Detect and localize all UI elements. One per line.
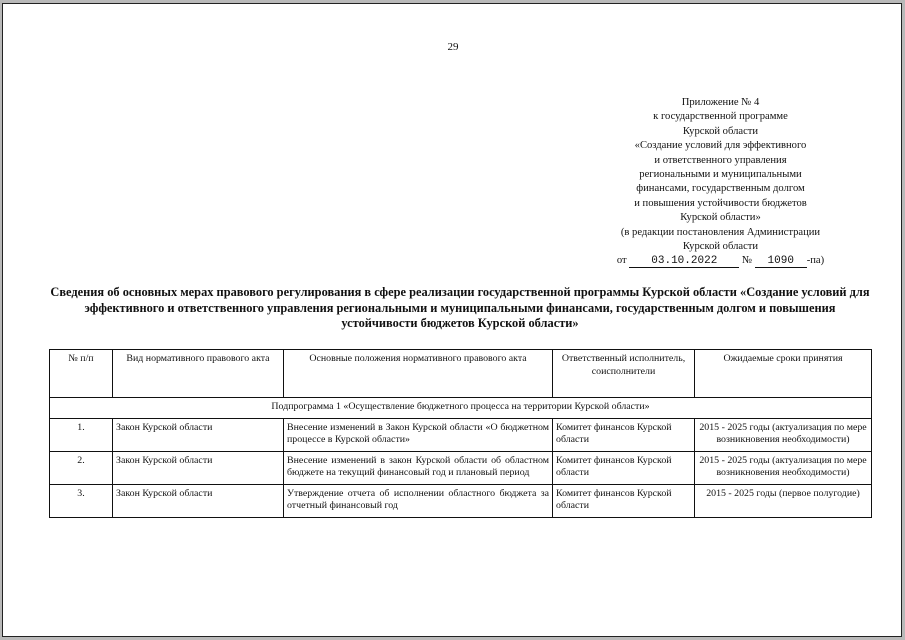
decree-number: 1090 <box>755 255 807 268</box>
row-number: 3. <box>50 484 113 517</box>
row-number: 1. <box>50 418 113 451</box>
header-executor: Ответственный исполнитель, соисполнители <box>553 350 695 398</box>
appendix-line: финансами, государственным долгом <box>636 183 805 195</box>
appendix-line: к государственной программе <box>653 111 788 123</box>
header-number: № п/п <box>50 350 113 398</box>
document-page <box>2 3 902 637</box>
row-executor: Комитет финансов Курской области <box>553 451 695 484</box>
page-number: 29 <box>447 41 459 53</box>
row-act-type: Закон Курской области <box>113 484 284 517</box>
decree-date: 03.10.2022 <box>629 255 739 268</box>
row-terms: 2015 - 2025 годы (первое полугодие) <box>695 484 872 517</box>
appendix-line: Курской области» <box>680 212 761 224</box>
table-row <box>50 451 872 484</box>
row-provisions: Внесение изменений в закон Курской области об областном бюджете на текущий финансовый год и плановый период <box>284 451 553 484</box>
date-prefix: от <box>616 255 627 267</box>
appendix-line: и ответственного управления <box>654 154 787 166</box>
appendix-line: Приложение № 4 <box>681 97 760 108</box>
row-number: 2. <box>50 451 113 484</box>
decree-suffix: -па) <box>806 255 825 267</box>
appendix-line: Курской области <box>682 241 759 253</box>
row-provisions: Внесение изменений в Закон Курской области «О бюджетном процессе в Курской области» <box>284 418 553 451</box>
appendix-block <box>583 96 858 269</box>
measures-table <box>49 349 872 518</box>
appendix-line: региональными и муниципальными <box>639 169 802 181</box>
row-executor: Комитет финансов Курской области <box>553 484 695 517</box>
table-row <box>50 418 872 451</box>
number-sign: № <box>741 255 753 267</box>
row-act-type: Закон Курской области <box>113 451 284 484</box>
row-act-type: Закон Курской области <box>113 418 284 451</box>
appendix-line: и повышения устойчивости бюджетов <box>634 197 807 209</box>
appendix-date-line <box>583 254 858 268</box>
subprogram-title: Подпрограмма 1 «Осуществление бюджетного процесса на территории Курской области» <box>50 398 872 419</box>
header-act-type: Вид нормативного правового акта <box>113 350 284 398</box>
appendix-line: (в редакции постановления Администрации <box>620 226 821 238</box>
table-row <box>50 484 872 517</box>
header-terms: Ожидаемые сроки принятия <box>695 350 872 398</box>
row-terms: 2015 - 2025 годы (актуализация по мере возникновения необходимости) <box>695 451 872 484</box>
table-header-row <box>50 350 872 398</box>
row-terms: 2015 - 2025 годы (актуализация по мере возникновения необходимости) <box>695 418 872 451</box>
row-executor: Комитет финансов Курской области <box>553 418 695 451</box>
appendix-line: «Создание условий для эффективного <box>634 140 807 152</box>
header-provisions: Основные положения нормативного правового акта <box>284 350 553 398</box>
row-provisions: Утверждение отчета об исполнении областного бюджета за отчетный финансовый год <box>284 484 553 517</box>
appendix-line: Курской области <box>682 125 759 137</box>
subprogram-row <box>50 398 872 419</box>
document-title: Сведения об основных мерах правового регулирования в сфере реализации государственной программы Курской области «Создание условий для эффективного и ответственного управления региональными и муниципальными финансами, государственным долгом и повышения устойчивости бюджетов Курской области» <box>50 285 870 330</box>
